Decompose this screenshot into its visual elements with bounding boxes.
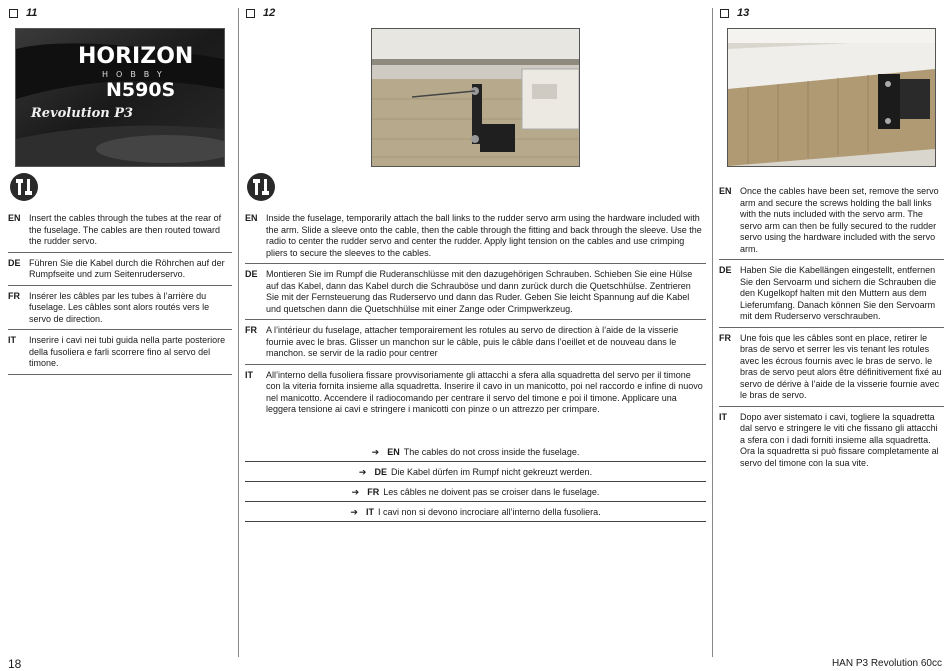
lang-block-it <box>719 411 944 474</box>
checkbox-icon[interactable] <box>9 9 18 18</box>
lang-code: DE <box>8 257 21 268</box>
note-code: DE <box>374 467 387 477</box>
lang-code: FR <box>245 325 257 335</box>
note-text: The cables do not cross inside the fuselage. <box>403 447 580 457</box>
lang-text: Inside the fuselage, temporarily attach the ball links to the rudder servo arm using the hardware included with the arm. Slide a sleeve onto the cable, then the cable through the fitting and back through the sleeve. Use the radio to center the rudder servo and center the rudder. Apply light tension on the cables and use crimping pliers to secure the sleeves to the cables. <box>266 213 702 258</box>
lang-block-en <box>245 212 706 264</box>
lang-code: FR <box>719 332 731 343</box>
lang-text: Montieren Sie im Rumpf die Ruderanschlüsse mit den dazugehörigen Schrauben. Schieben Sie eine Hülse auf das Kabel, dann das Kabel durch die Schrauböse und dann zurück durch die Quetschhülse. Zentrieren Sie mit der Fernsteuerung das Ruderservo und dann das Ruder. Geben Sie leicht Spannung auf die Kabel und quetschen dann die Quetschhülse mit einer Zange oder Crimpwerkzeug. <box>266 269 693 314</box>
note-en <box>245 443 706 462</box>
photo-brand-text: HORIZON <box>78 44 194 69</box>
lang-code: EN <box>245 213 258 223</box>
arrow-icon: ➔ <box>350 506 358 517</box>
step-photo <box>727 28 936 167</box>
lang-text: A l’intérieur du fuselage, attacher temporairement les rotules au servo de direction à l’aide de la visserie fournie avec le bras. Glisser un manchon sur le câble, puis le câble dans l’oeillet et de nouveau dans le manchon. se servir de la radio pour centrer <box>266 325 679 358</box>
note-text: I cavi non si devono incrociare all’interno della fusoliera. <box>377 507 601 517</box>
instruction-blocks <box>245 212 706 424</box>
note-it <box>245 503 706 522</box>
lang-code: FR <box>8 290 20 301</box>
notes-list <box>245 443 706 523</box>
column-divider <box>712 8 713 657</box>
step-11-column <box>8 0 232 368</box>
lang-text: Once the cables have been set, remove the servo arm and secure the screws holding the ball links with the nuts included with the servo arm. The servo arm can then be fully secured to the rudder servo using the hardware included with the servo arm. <box>740 186 939 254</box>
step-photo <box>371 28 580 167</box>
lang-code: DE <box>245 269 258 279</box>
lang-text: Dopo aver sistemato i cavi, togliere la squadretta dal servo e stringere le viti che fissano gli attacchi a sfera con i dadi forniti insieme alla squadretta. Ora la squadretta si può fissare completamente al servo del timone con la sua vite. <box>740 411 939 468</box>
lang-block-de <box>8 257 232 286</box>
photo-sub-text: HOBBY <box>102 70 170 79</box>
servo-install-photo <box>372 29 579 166</box>
lang-code: IT <box>8 335 16 345</box>
step-header <box>719 6 944 20</box>
lang-text: Insert the cables through the tubes at the rear of the fuselage. The cables are then routed toward the rudder servo. <box>29 213 222 246</box>
step-photo <box>15 28 225 167</box>
note-text: Les câbles ne doivent pas se croiser dans le fuselage. <box>383 487 600 497</box>
lang-code: EN <box>719 186 732 196</box>
lang-text: Insérer les câbles par les tubes à l’arrière du fuselage. Les câbles sont alors routés vers le servo de direction. <box>29 290 210 324</box>
lang-block-it <box>8 334 232 375</box>
lang-code: EN <box>8 213 21 223</box>
footer-title: HAN P3 Revolution 60cc <box>831 658 942 669</box>
step-header <box>245 6 706 20</box>
lang-text: Inserire i cavi nei tubi guida nella parte posteriore della fusoliera e farli scorrere fino al servo del timone. <box>29 335 226 368</box>
lang-text: Une fois que les câbles sont en place, retirer le bras de servo et serrer les vis tenant les rotules avec les écrous fournis avec le bras de servo. le bras de servo peut alors être définitivement fixé au servo de dérive à l’aide de la visserie fournie avec le bras de servo. <box>740 332 942 400</box>
lang-code: DE <box>719 265 732 275</box>
note-code: IT <box>365 507 374 517</box>
lang-text: Führen Sie die Kabel durch die Röhrchen auf der Rumpfseite und zum Seitenruderservo. <box>29 257 225 279</box>
lang-block-en <box>8 212 232 253</box>
photo-script-text: Revolution P3 <box>31 106 134 121</box>
lang-block-it <box>245 369 706 420</box>
arrow-icon: ➔ <box>351 486 360 497</box>
note-code: EN <box>387 447 400 457</box>
arrow-icon: ➔ <box>371 446 380 457</box>
checkbox-icon[interactable] <box>720 9 729 18</box>
step-number: 12 <box>263 7 276 19</box>
lang-block-de <box>719 264 944 328</box>
page-number: 18 <box>8 657 22 671</box>
lang-block-fr <box>719 332 944 407</box>
lang-block-de <box>245 268 706 320</box>
note-de <box>245 463 706 482</box>
note-code: FR <box>367 487 380 497</box>
arrow-icon: ➔ <box>358 466 367 477</box>
step-number: 13 <box>737 7 750 19</box>
instruction-blocks <box>8 212 232 379</box>
tools-warning-icon <box>9 172 39 202</box>
lang-text: All’interno della fusoliera fissare provvisoriamente gli attacchi a sfera alla squadretta del servo per il timone con la viteria fornita insieme alla squadretta. Inserire il cavo in un manicotto, poi nel raccordo e infine di nuovo nel manicotto. Accendere il radiocomando per centrare il servo del timone e poi il timone. Applicare una leggera tensione ai cavi e stringere i manicotti con pinze o un attrezzo per crimpare. <box>266 369 703 414</box>
step-header <box>8 6 232 20</box>
note-text: Die Kabel dürfen im Rumpf nicht gekreuzt werden. <box>390 467 593 477</box>
tools-warning-icon <box>246 172 276 202</box>
lang-code: IT <box>719 411 727 422</box>
step-12-column <box>245 0 706 517</box>
lang-block-en <box>719 185 944 260</box>
lang-block-fr <box>245 324 706 365</box>
lang-text: Haben Sie die Kabellängen eingestellt, entfernen Sie den Servoarm und sichern die Schrauben die den Kugelkopf halten mit den Muttern aus dem Lieferumfang. Danach können Sie den Servoarm mit dem Ruderservo verschrauben. <box>740 265 937 321</box>
fuselage-interior-photo <box>728 29 935 166</box>
checkbox-icon[interactable] <box>246 9 255 18</box>
instruction-blocks <box>719 185 944 477</box>
step-number: 11 <box>26 7 38 19</box>
photo-tail-text: N590S <box>106 79 176 101</box>
lang-block-fr <box>8 290 232 331</box>
step-13-column <box>719 0 944 468</box>
lang-code: IT <box>245 369 253 380</box>
aircraft-livery-photo <box>16 29 224 166</box>
column-divider <box>238 8 239 657</box>
note-fr <box>245 483 706 502</box>
